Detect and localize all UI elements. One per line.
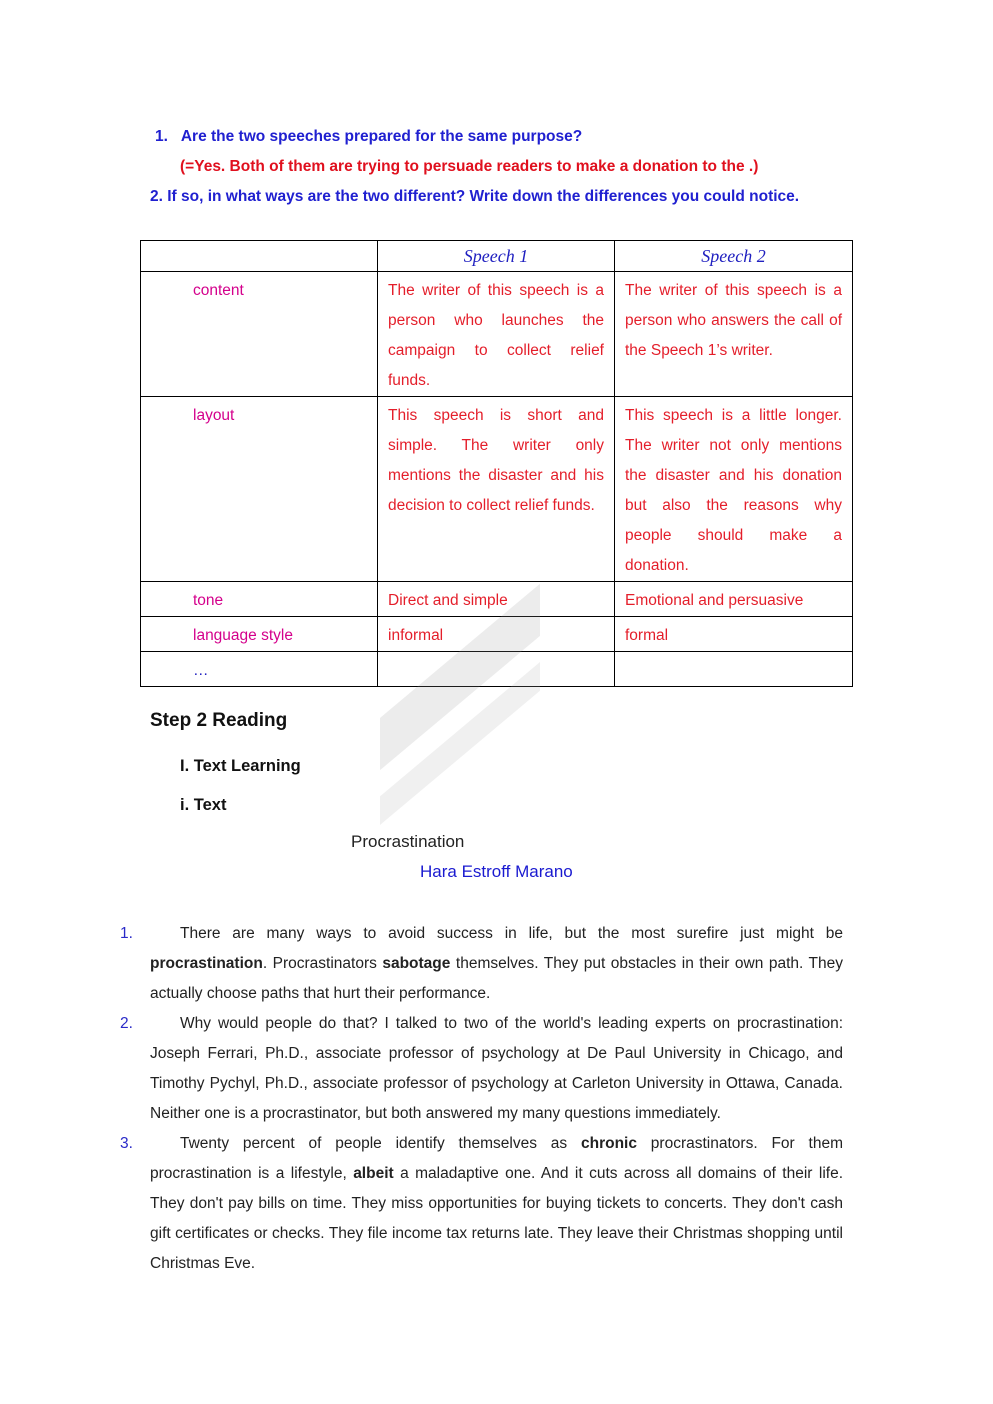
paragraph-text: themselves. They put obstacles in their own path. They actually choose paths that hurt their performance. <box>150 955 843 1002</box>
paragraph-text: a maladaptive one. And it cuts across all domains of their life. They don't pay bills on time. They miss opportunities for buying tickets to concerts. They don't cash gift certificates or checks. They file income tax returns late. They leave their Christmas shopping until Christmas Eve. <box>150 1165 844 1272</box>
row-label: … <box>141 652 378 687</box>
table-row <box>141 617 853 652</box>
speech-2-cell: formal <box>615 617 853 652</box>
speech-2-cell: The writer of this speech is a person who answers the call of the Speech 1’s writer. <box>615 272 853 397</box>
speech-2-cell <box>615 652 853 687</box>
paragraph-text: Why would people do that? I talked to two of the world's leading experts on procrastination: Joseph Ferrari, Ph.D., associate professor of psychology at De Paul University in Chicago, and Timothy Pychyl, Ph.D., associate professor of psychology at Carleton University in Ottawa, Canada. Neither one is a procrastinator, but both answered my many questions immediately. <box>150 1015 843 1122</box>
row-label: content <box>141 272 378 397</box>
speech-1-cell: This speech is short and simple. The writer only mentions the disaster and his decision to collect relief funds. <box>378 397 615 582</box>
paragraph-text: Twenty percent of people identify themselves as <box>180 1135 581 1152</box>
answer-1: (=Yes. Both of them are trying to persuade readers to make a donation to the .) <box>180 158 759 175</box>
vocab-word: albeit <box>353 1165 394 1182</box>
question-1: 1. Are the two speeches prepared for the same purpose? <box>155 128 583 145</box>
article-title: Procrastination <box>351 832 465 851</box>
step-heading: Step 2 Reading <box>150 710 288 731</box>
paragraph-2 <box>150 1009 843 1129</box>
article-author: Hara Estroff Marano <box>420 862 573 881</box>
table-header-empty <box>141 241 378 272</box>
table-header-row <box>141 241 853 272</box>
subsection-heading: i. Text <box>180 796 227 814</box>
speech-1-cell: Direct and simple <box>378 582 615 617</box>
paragraph-text: There are many ways to avoid success in life, but the most surefire just might be <box>180 925 843 942</box>
paragraph-number: 2. <box>120 1015 133 1032</box>
table-row <box>141 272 853 397</box>
speech-1-cell: The writer of this speech is a person who launches the campaign to collect relief funds. <box>378 272 615 397</box>
speech-2-cell: Emotional and persuasive <box>615 582 853 617</box>
table-row <box>141 652 853 687</box>
vocab-word: procrastination <box>150 955 263 972</box>
paragraph-number: 3. <box>120 1135 133 1152</box>
comparison-table <box>140 240 853 687</box>
paragraph-text: . Procrastinators <box>262 955 383 972</box>
speech-1-cell <box>378 652 615 687</box>
table-row <box>141 582 853 617</box>
table-row <box>141 397 853 582</box>
vocab-word: sabotage <box>382 955 451 972</box>
paragraph-number: 1. <box>120 925 133 942</box>
row-label: layout <box>141 397 378 582</box>
question-2: 2. If so, in what ways are the two different? Write down the differences you could notice. <box>150 188 800 205</box>
paragraph-1 <box>150 919 843 1009</box>
paragraph-text: procrastinators. For them procrastination is a lifestyle, <box>150 1135 843 1182</box>
row-label: tone <box>141 582 378 617</box>
paragraph-3 <box>150 1129 843 1279</box>
section-heading: I. Text Learning <box>180 757 301 775</box>
speech-1-cell: informal <box>378 617 615 652</box>
vocab-word: chronic <box>580 1135 637 1152</box>
table-header-speech-1: Speech 1 <box>378 241 615 272</box>
row-label: language style <box>141 617 378 652</box>
speech-2-cell: This speech is a little longer. The writer not only mentions the disaster and his donation but also the reasons why people should make a donation. <box>615 397 853 582</box>
table-header-speech-2: Speech 2 <box>615 241 853 272</box>
